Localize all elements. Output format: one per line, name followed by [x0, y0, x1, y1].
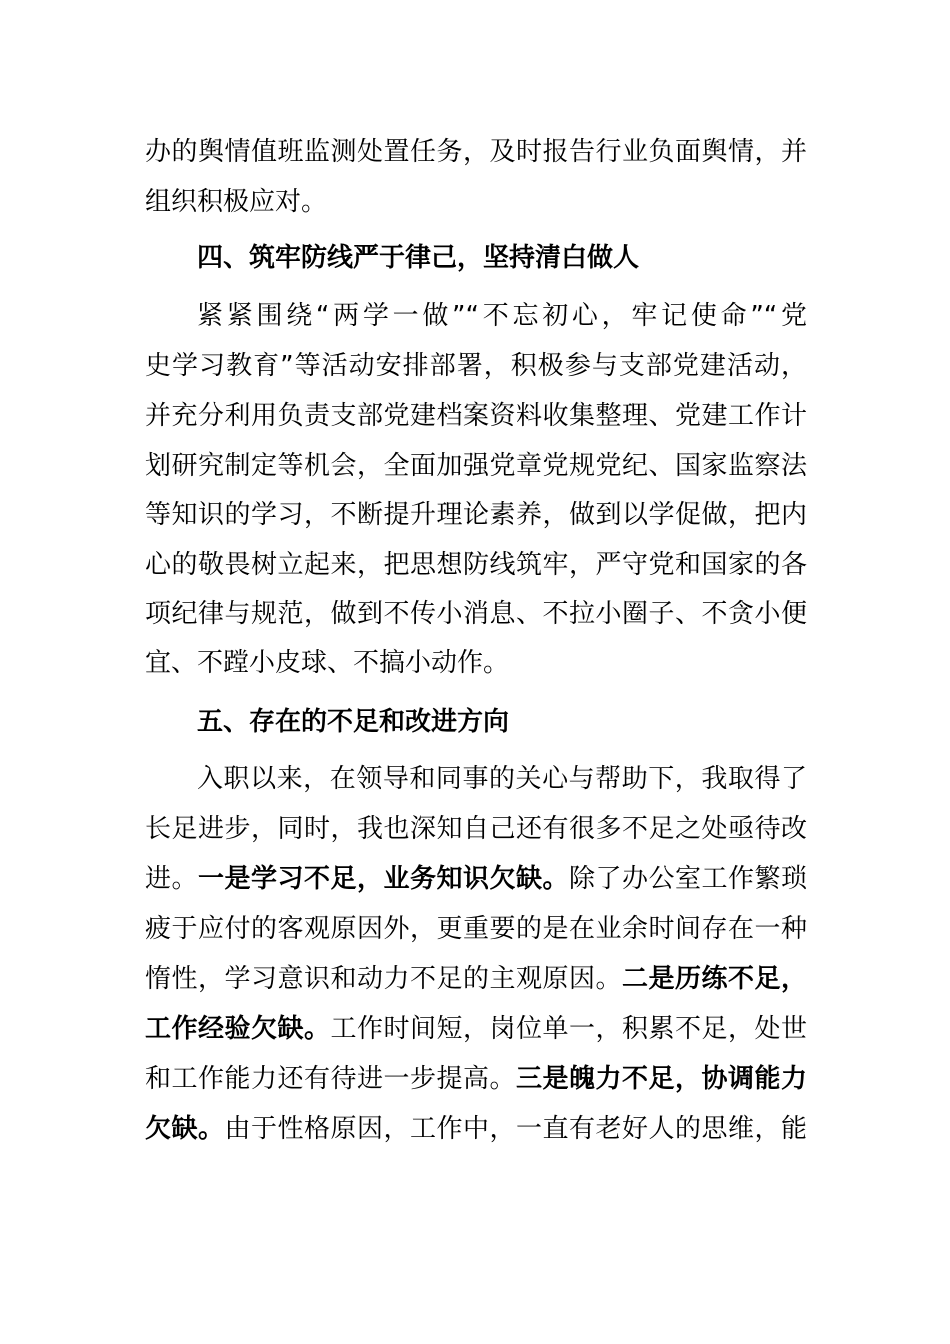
text-run: 划研究制定等机会，全面加强党章党规党纪、国家监察法 — [145, 451, 807, 481]
text-run: 心的敬畏树立起来，把思想防线筑牢，严守党和国家的各 — [145, 550, 807, 580]
body-line — [145, 540, 807, 590]
body-line — [145, 1054, 807, 1104]
body-line — [145, 904, 807, 954]
text-run: 工作时间短，岗位单一，积累不足，处世 — [330, 1014, 807, 1044]
body-line — [145, 391, 807, 441]
text-run: 疲于应付的客观原因外，更重要的是在业余时间存在一种 — [145, 914, 807, 944]
text-run: 进。 — [145, 864, 198, 894]
body-line — [145, 638, 807, 688]
text-run: 紧紧围绕“两学一做”“不忘初心，牢记使命”“党 — [197, 301, 807, 331]
text-run: 组织积极应对。 — [145, 187, 328, 217]
body-line — [145, 177, 807, 227]
body-line — [145, 1104, 807, 1154]
body-line — [197, 291, 807, 341]
text-run: 惰性，学习意识和动力不足的主观原因。 — [145, 964, 622, 994]
body-line — [145, 341, 807, 391]
body-line — [145, 804, 807, 854]
text-run: 宜、不蹚小皮球、不搞小动作。 — [145, 648, 510, 678]
text-run: 项纪律与规范，做到不传小消息、不拉小圈子、不贪小便 — [145, 599, 807, 629]
bold-text-run: 工作经验欠缺。 — [145, 1014, 331, 1044]
bold-text-run: 二是历练不足， — [621, 964, 807, 994]
body-line — [145, 490, 807, 540]
heading-text: 五、存在的不足和改进方向 — [197, 707, 510, 737]
text-run: 办的舆情值班监测处置任务，及时报告行业负面舆情，并 — [145, 137, 807, 167]
text-run: 史学习教育”等活动安排部署，积极参与支部党建活动， — [145, 351, 807, 381]
text-run: 和工作能力还有待进一步提高。 — [145, 1064, 516, 1094]
body-line — [145, 854, 807, 904]
bold-text-run: 一是学习不足，业务知识欠缺。 — [198, 864, 569, 894]
body-line — [145, 954, 807, 1004]
text-run: 由于性格原因，工作中，一直有老好人的思维，能 — [224, 1114, 807, 1144]
text-run: 除了办公室工作繁琐 — [568, 864, 807, 894]
body-line — [145, 589, 807, 639]
section-heading — [197, 233, 807, 283]
text-run: 并充分利用负责支部党建档案资料收集整理、党建工作计 — [145, 401, 807, 431]
heading-text: 四、筑牢防线严于律己，坚持清白做人 — [197, 243, 640, 273]
body-line — [145, 441, 807, 491]
text-run: 等知识的学习，不断提升理论素养，做到以学促做，把内 — [145, 500, 807, 530]
body-line — [145, 1004, 807, 1054]
section-heading — [197, 697, 807, 747]
text-run: 长足进步，同时，我也深知自己还有很多不足之处亟待改 — [145, 814, 807, 844]
bold-text-run: 欠缺。 — [145, 1114, 225, 1144]
bold-text-run: 三是魄力不足，协调能力 — [515, 1064, 807, 1094]
body-line — [197, 754, 807, 804]
text-run: 入职以来，在领导和同事的关心与帮助下，我取得了 — [197, 764, 807, 794]
body-line — [145, 127, 807, 177]
